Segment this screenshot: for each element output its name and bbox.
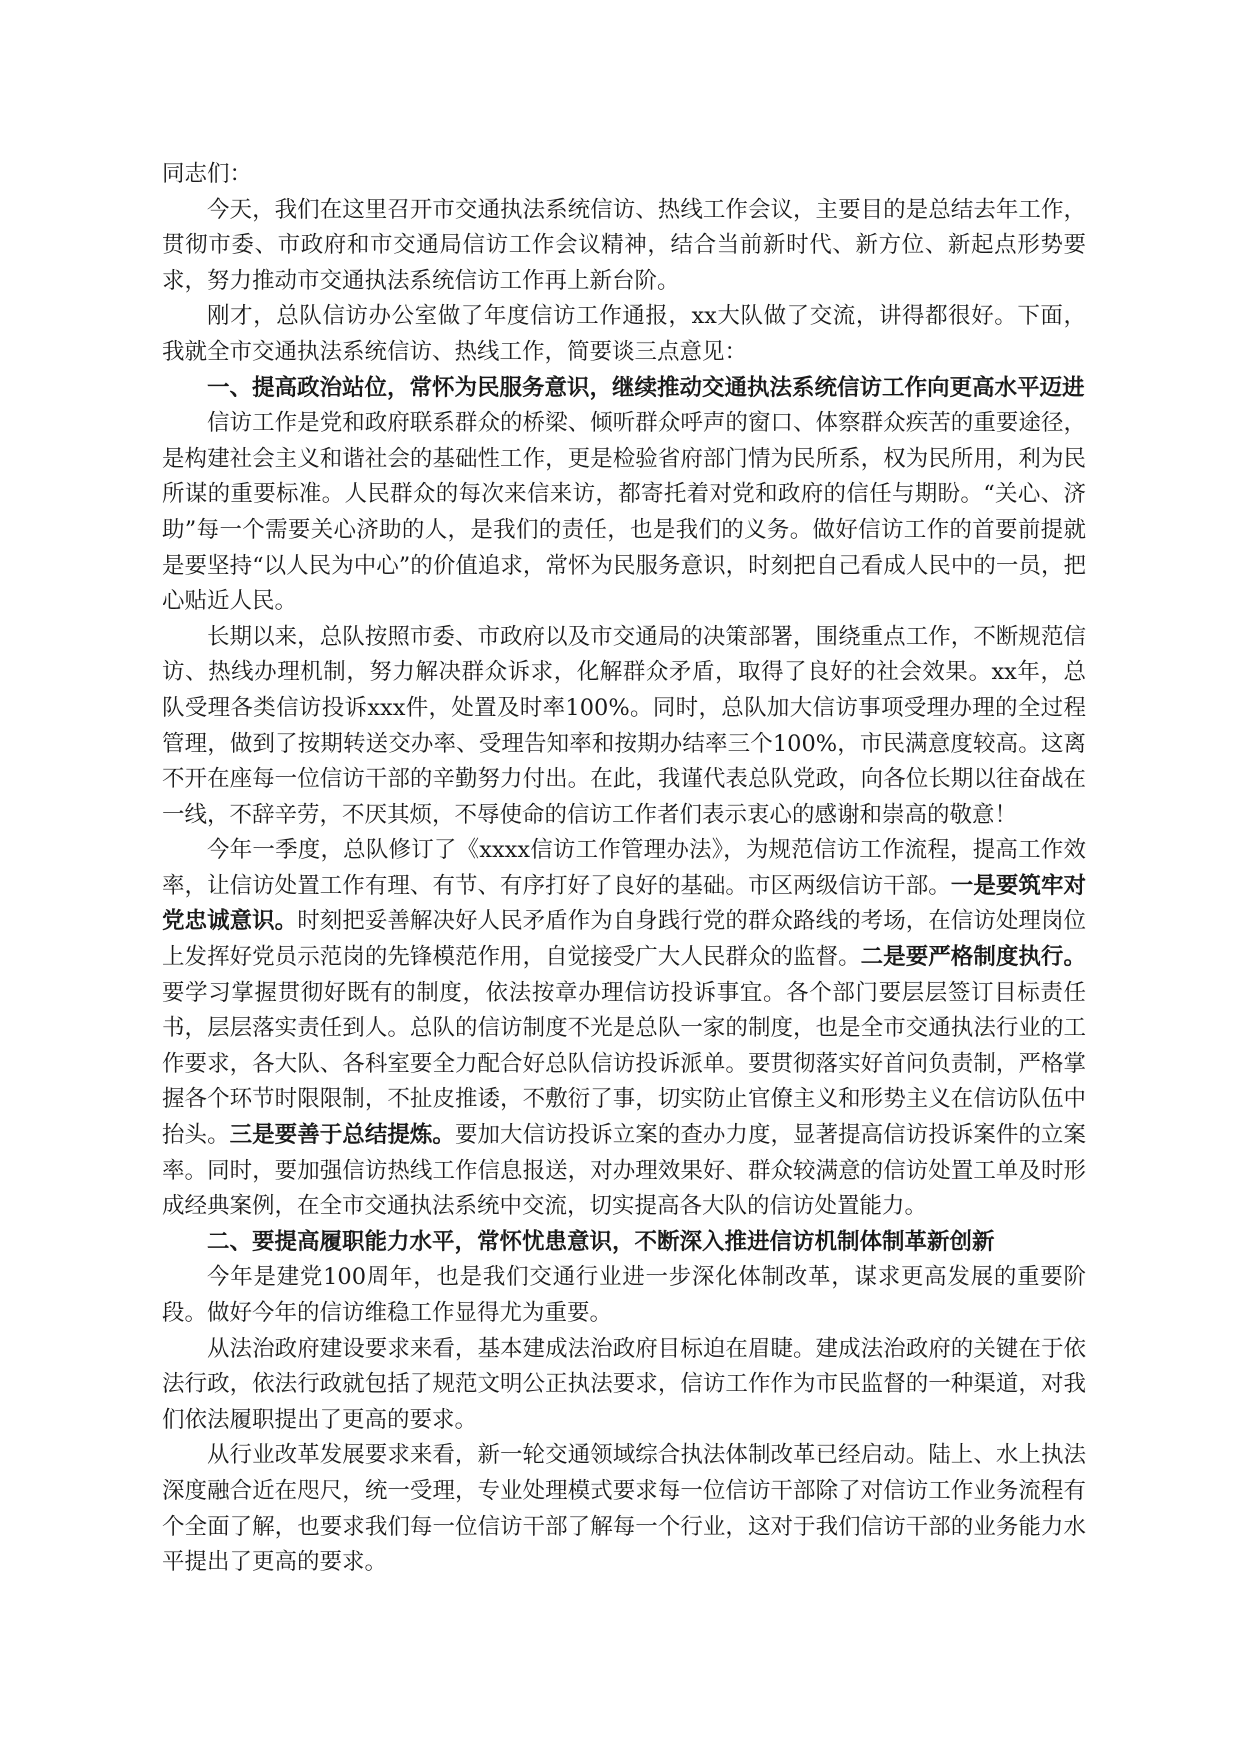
paragraph-intro: 刚才，总队信访办公室做了年度信访工作通报，xx大队做了交流，讲得都很好。下面，我就全市交通执法系统信访、热线工作，简要谈三点意见：	[162, 303, 1086, 365]
requirements-text-2: 时刻把妥善解决好人民矛盾作为自身践行党的群众路线的考场，在信访处理岗位上发挥好党员示范岗的先锋模范作用，自觉接受广大人民群众的监督。	[162, 908, 1086, 971]
paragraph-opening: 今天，我们在这里召开市交通执法系统信访、热线工作会议，主要目的是总结去年工作，贯彻市委、市政府和市交通局信访工作会议精神，结合当前新时代、新方位、新起点形势要求，努力推动市交通执法系统信访工作再上新台阶。	[162, 196, 1086, 294]
requirements-text-3: 要学习掌握贯彻好既有的制度，依法按章办理信访投诉事宜。各个部门要层层签订目标责任书，层层落实责任到人。总队的信访制度不光是总队一家的制度，也是全市交通执法行业的工作要求，各大队、各科室要全力配合好总队信访投诉派单。要贯彻落实好首问负责制，严格掌握各个环节时限限制，不扯皮推诿，不敷衍了事，切实防止官僚主义和形势主义在信访队伍中抬头。	[162, 979, 1086, 1149]
paragraph-rule-of-law: 从法治政府建设要求来看，基本建成法治政府目标迫在眉睫。建成法治政府的关键在于依法行政，依法行政就包括了规范文明公正执法要求，信访工作作为市民监督的一种渠道，对我们依法履职提出了更高的要求。	[162, 1335, 1086, 1433]
document-body	[162, 157, 1086, 1581]
requirements-text-1: 今年一季度，总队修订了《xxxx信访工作管理办法》，为规范信访工作流程，提高工作效率，让信访处置工作有理、有节、有序打好了良好的基础。市区两级信访干部。	[162, 837, 1086, 899]
paragraph-anniversary: 今年是建党100周年，也是我们交通行业进一步深化体制改革，谋求更高发展的重要阶段。做好今年的信访维稳工作显得尤为重要。	[162, 1264, 1086, 1326]
paragraph-petition-importance: 信访工作是党和政府联系群众的桥梁、倾听群众呼声的窗口、体察群众疾苦的重要途径，是构建社会主义和谐社会的基础性工作，更是检验省府部门情为民所系，权为民所用，利为民所谋的重要标准。人民群众的每次来信来访，都寄托着对党和政府的信任与期盼。“关心、济助”每一个需要关心济助的人，是我们的责任，也是我们的义务。做好信访工作的首要前提就是要坚持“以人民为中心”的价值追求，常怀为民服务意识，时刻把自己看成人民中的一员，把心贴近人民。	[162, 410, 1086, 615]
section-heading-1: 一、提高政治站位，常怀为民服务意识，继续推动交通执法系统信访工作向更高水平迈进	[207, 374, 1085, 401]
section-heading-2: 二、要提高履职能力水平，常怀忧患意识，不断深入推进信访机制体制革新创新	[207, 1228, 995, 1255]
requirement-3-bold: 三是要善于总结提炼。	[229, 1122, 455, 1149]
paragraph-industry-reform: 从行业改革发展要求来看，新一轮交通领域综合执法体制改革已经启动。陆上、水上执法深度融合近在咫尺，统一受理，专业处理模式要求每一位信访干部除了对信访工作业务流程有个全面了解，也要求我们每一位信访干部了解每一个行业，这对于我们信访干部的业务能力水平提出了更高的要求。	[162, 1442, 1086, 1576]
salutation: 同志们：	[162, 161, 253, 187]
requirements-text-4: 要加大信访投诉立案的查办力度，显著提高信访投诉案件的立案率。同时，要加强信访热线工作信息报送，对办理效果好、群众较满意的信访处置工单及时形成经典案例，在全市交通执法系统中交流，切实提高各大队的信访处置能力。	[162, 1122, 1086, 1220]
requirement-2-bold: 二是要严格制度执行。	[860, 944, 1086, 971]
requirement-1-bold: 一是要筑牢对党忠诚意识。	[162, 872, 1086, 935]
paragraph-requirements	[162, 833, 1086, 1225]
paragraph-achievements: 长期以来，总队按照市委、市政府以及市交通局的决策部署，围绕重点工作，不断规范信访、热线办理机制，努力解决群众诉求，化解群众矛盾，取得了良好的社会效果。xx年，总队受理各类信访投诉xxx件，处置及时率100%。同时，总队加大信访事项受理办理的全过程管理，做到了按期转送交办率、受理告知率和按期办结率三个100%，市民满意度较高。这离不开在座每一位信访干部的辛勤努力付出。在此，我谨代表总队党政，向各位长期以往奋战在一线，不辞辛劳，不厌其烦，不辱使命的信访工作者们表示衷心的感谢和崇高的敬意！	[162, 623, 1086, 828]
